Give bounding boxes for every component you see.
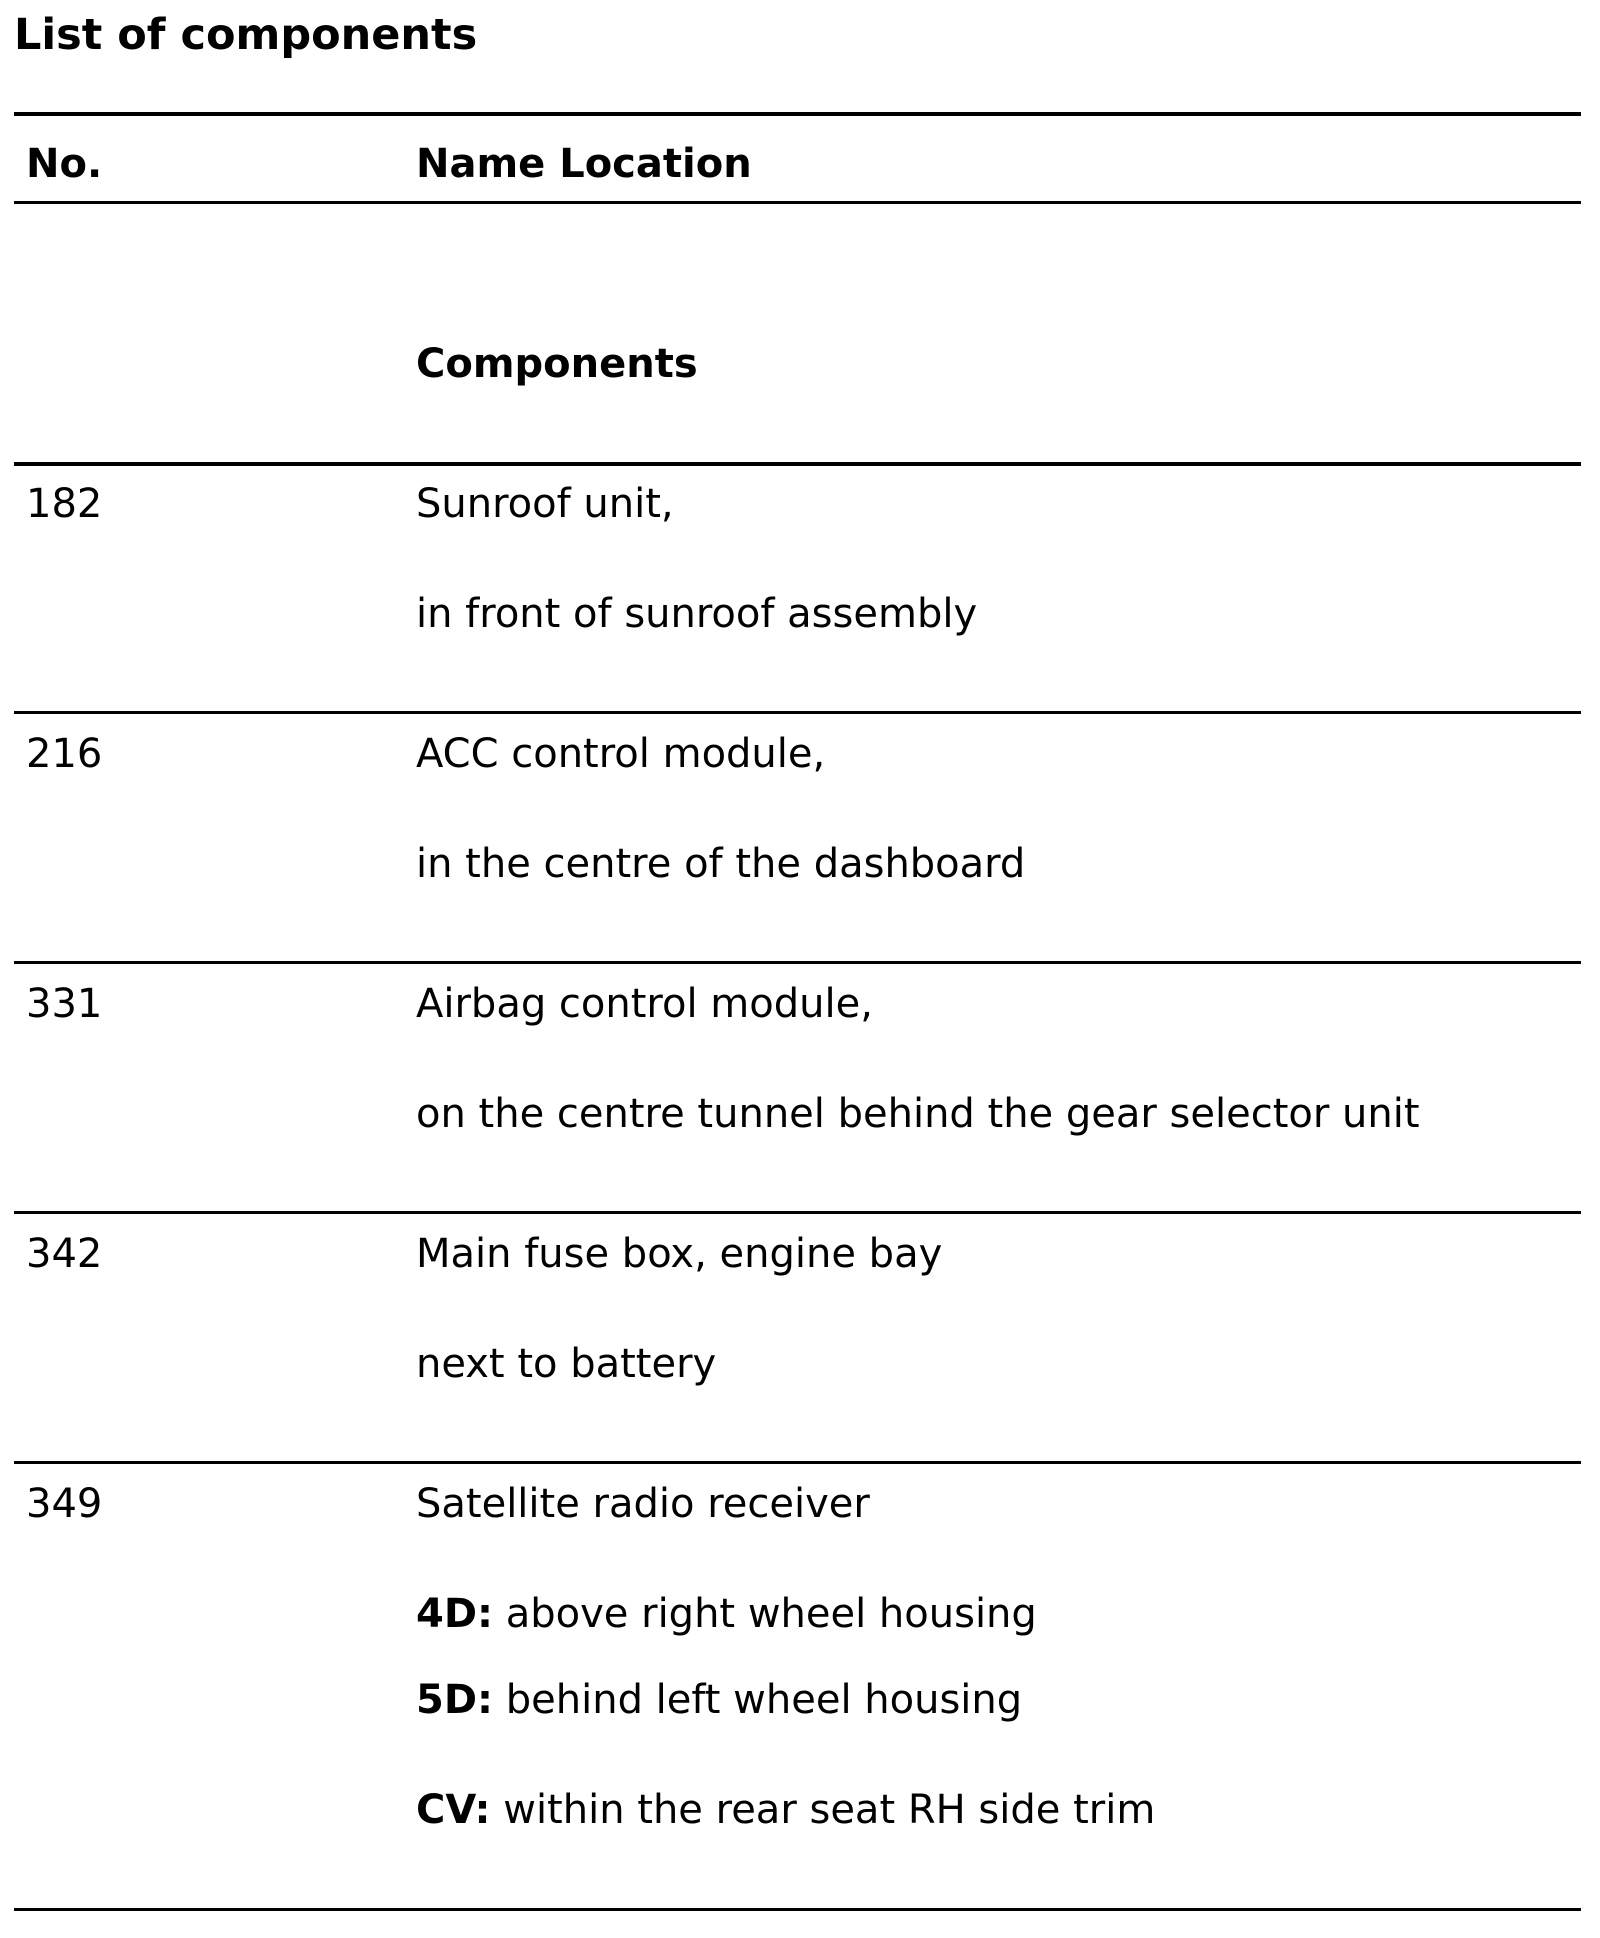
component-name: Sunroof unit, [416, 481, 674, 527]
component-name: ACC control module, [416, 731, 826, 777]
component-location: next to battery [416, 1341, 717, 1387]
component-location: in front of sunroof assembly [416, 591, 978, 637]
variant-location: within the rear seat RH side trim [490, 1787, 1156, 1833]
component-number: 182 [26, 481, 103, 527]
component-name: Main fuse box, engine bay [416, 1231, 943, 1277]
component-name: Airbag control module, [416, 981, 873, 1027]
column-header-no: No. [26, 141, 103, 187]
variant-code: 4D: [416, 1591, 494, 1637]
section-bottom-rule [14, 462, 1581, 466]
location-variant [416, 1676, 1022, 1724]
header-bottom-rule [14, 201, 1581, 204]
table-bottom-rule [14, 1908, 1581, 1911]
variant-code: CV: [416, 1787, 491, 1833]
section-heading: Components [416, 341, 698, 387]
location-variant [416, 1786, 1155, 1834]
component-location: on the centre tunnel behind the gear selector unit [416, 1091, 1420, 1137]
table-top-rule [14, 112, 1581, 116]
component-number: 349 [26, 1481, 103, 1527]
location-variant [416, 1590, 1037, 1638]
row-divider [14, 1461, 1581, 1464]
variant-code: 5D: [416, 1677, 494, 1723]
row-divider [14, 711, 1581, 714]
component-name: Satellite radio receiver [416, 1481, 870, 1527]
component-number: 342 [26, 1231, 103, 1277]
row-divider [14, 1211, 1581, 1214]
variant-location: behind left wheel housing [493, 1677, 1023, 1723]
page-title: List of components [14, 10, 478, 60]
row-divider [14, 961, 1581, 964]
component-location: in the centre of the dashboard [416, 841, 1026, 887]
component-number: 216 [26, 731, 103, 777]
component-number: 331 [26, 981, 103, 1027]
column-header-name-location: Name Location [416, 141, 752, 187]
variant-location: above right wheel housing [493, 1591, 1037, 1637]
